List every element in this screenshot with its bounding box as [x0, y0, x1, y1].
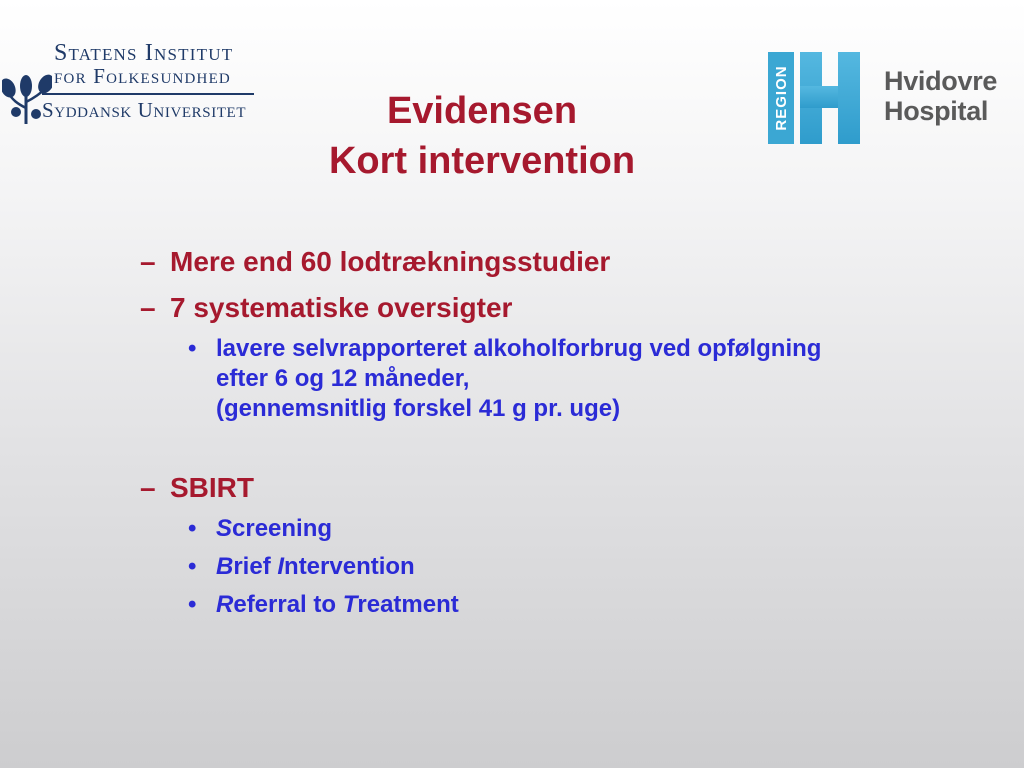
initial-i: I — [277, 553, 285, 580]
hospital-name-line2: Hospital — [884, 96, 989, 126]
dash-bullet: – — [140, 292, 156, 323]
dot-bullet: • — [188, 591, 197, 618]
sub-item-reduced-consumption — [188, 334, 821, 424]
sif-name-line1: Statens Institut — [54, 40, 234, 66]
treatment-rest: reatment — [357, 591, 459, 618]
item-text: SBIRT — [170, 472, 254, 503]
sif-divider — [42, 93, 254, 95]
initial-r: R — [216, 591, 234, 618]
dash-bullet: – — [140, 472, 156, 503]
dash-bullet: – — [140, 246, 156, 277]
list-item-studies — [140, 245, 610, 279]
sub-item-line3: (gennemsnitlig forskel 41 g pr. uge) — [216, 395, 621, 422]
region-badge-text: REGION — [773, 65, 790, 131]
sub-item-line1: lavere selvrapporteret alkoholforbrug ved opfølgning — [216, 335, 822, 362]
region-h-icon — [768, 52, 860, 144]
brief-rest: rief — [233, 553, 278, 580]
sub-item-brief-intervention — [188, 552, 415, 582]
list-item-reviews — [140, 291, 512, 325]
sif-logo — [0, 38, 260, 130]
dot-bullet: • — [188, 335, 197, 362]
sif-name-line2: for Folkesundhed — [54, 64, 231, 88]
list-item-sbirt — [140, 471, 254, 505]
sub-item-line2: efter 6 og 12 måneder, — [216, 365, 470, 392]
sif-university: Syddansk Universitet — [42, 98, 247, 122]
hospital-name-line1: Hvidovre — [884, 66, 998, 96]
item-text: Mere end 60 lodtrækningsstudier — [170, 246, 611, 277]
sub-item-referral-treatment — [188, 590, 459, 620]
initial-t: T — [342, 591, 358, 618]
intervention-rest: ntervention — [284, 553, 415, 580]
screening-rest: creening — [232, 515, 333, 542]
region-h-logo — [768, 52, 860, 144]
slide-title — [282, 86, 682, 186]
dot-bullet: • — [188, 553, 197, 580]
hospital-name — [884, 66, 997, 126]
sub-item-screening — [188, 514, 332, 544]
item-text: 7 systematiske oversigter — [170, 292, 513, 323]
title-line1: Evidensen — [386, 90, 578, 132]
referral-rest: eferral to — [233, 591, 343, 618]
title-line2: Kort intervention — [328, 140, 636, 182]
initial-b: B — [216, 553, 234, 580]
dot-bullet: • — [188, 515, 197, 542]
initial-s: S — [216, 515, 233, 542]
